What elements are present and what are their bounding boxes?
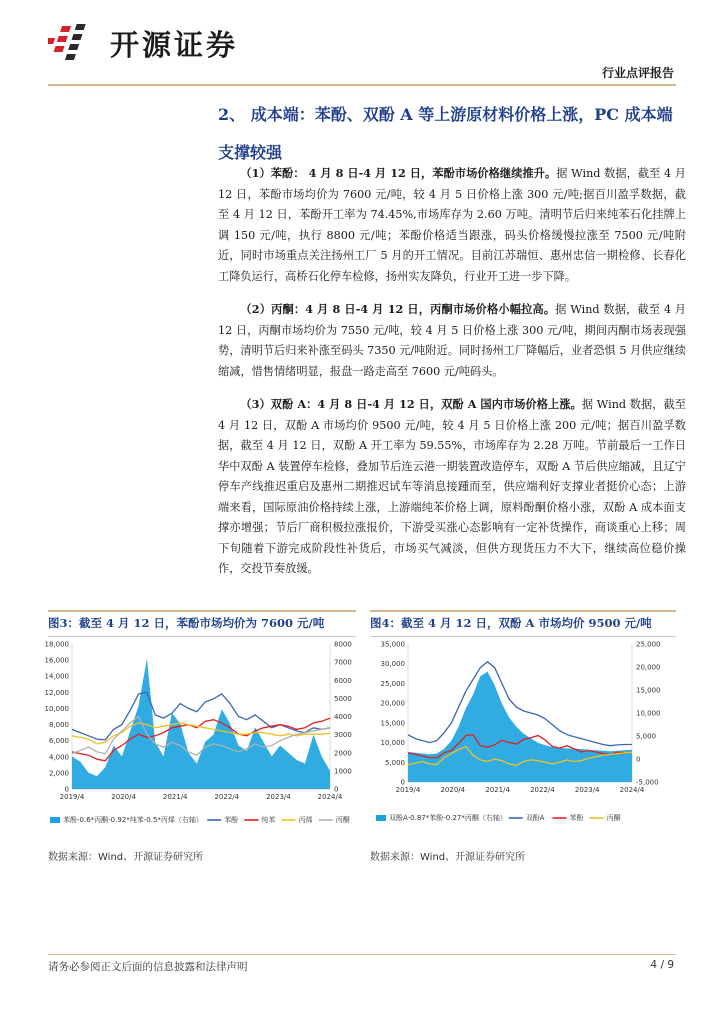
legend-label: 苯酚-0.6*丙酮-0.92*纯苯-0.5*丙烯（右轴）: [63, 816, 203, 824]
y-right-tick-label: 5000: [334, 694, 352, 703]
x-tick-label: 2022/4: [530, 786, 555, 794]
y-left-tick-label: 30,000: [380, 660, 405, 669]
x-tick-label: 2020/4: [440, 786, 466, 794]
paragraph-lead: （2）丙酮：4 月 8 日-4 月 12 日，丙酮市场价格小幅拉高。: [240, 302, 556, 316]
y-right-tick-label: 8000: [334, 640, 352, 649]
report-type-label: 行业点评报告: [601, 66, 674, 80]
y-right-tick-label: 2000: [334, 749, 352, 758]
y-left-tick-label: 35,000: [380, 640, 405, 649]
y-left-tick-label: 14,000: [44, 672, 69, 681]
y-right-tick-label: 1000: [334, 767, 352, 776]
y-left-tick-label: 0: [400, 778, 405, 787]
series-line-4: [72, 717, 330, 756]
page-number: 4 / 9: [650, 959, 674, 971]
y-right-tick-label: 7000: [334, 658, 352, 667]
figure-3-source: 数据来源：Wind、开源证券研究所: [48, 852, 204, 863]
y-right-tick-label: 0: [636, 755, 641, 764]
series-line-1: [72, 692, 330, 740]
figure-4-source: 数据来源：Wind、开源证券研究所: [370, 852, 526, 863]
y-right-tick-label: 20,000: [636, 663, 661, 672]
legend-label: 苯酚: [569, 814, 584, 822]
figure-4-title: 图4：截至 4 月 12 日，双酚 A 市场均价 9500 元/吨: [370, 616, 652, 630]
paragraph-lead: （1）苯酚： 4 月 8 日-4 月 12 日，苯酚市场价格继续推升。: [240, 166, 557, 180]
paragraph-acetone: [218, 299, 686, 382]
y-right-tick-label: 6000: [334, 676, 352, 685]
legend-label: 丙酮: [606, 814, 621, 822]
y-left-tick-label: 16,000: [44, 656, 69, 665]
y-left-tick-label: 25,000: [380, 679, 405, 688]
y-left-tick-label: 6,000: [48, 737, 69, 746]
brand-mark-icon: [48, 20, 104, 66]
y-left-tick-label: 2,000: [48, 769, 69, 778]
brand-name: 开源证券: [110, 27, 239, 62]
header-divider: [48, 84, 676, 86]
paragraph-body: 据 Wind 数据，截至 4 月 12 日，双酚 A 市场均价 9500 元/吨，较 4 月 5 日价格上涨 200 元/吨；据百川盈孚数据，截至 4 月 12 日，双酚 A 开工率为 59.55%，市场库存为 2.28 万吨。节前最后一工作日华中双酚 A 装置停车检修，叠加节后连云港一期装置改造停车，双酚 A 节后供应缩减，且辽宁停车产线推迟重启及惠州二期推迟试车等消息接踵而至，供应端利好支撑业者挺价心态；上游端来看，国际原油价格持续上涨，上游端纯苯价格上调，原料酚酮价格小涨，双酚 A 成本面支撑亦增强；节后厂商积极拉涨报价，下游受买涨心态影响有一定补货操作，商谈重心上移；周下旬随着下游完成阶段性补货后，市场买气减淡，但供方现货压力不大下，继续高位稳价操作，交投节奏放缓。: [218, 398, 686, 575]
figure-3-header: [48, 610, 356, 637]
x-tick-label: 2023/4: [266, 793, 291, 801]
paragraph-bpa: [218, 394, 686, 580]
x-tick-label: 2022/4: [214, 793, 240, 801]
phenol-chart: [42, 636, 360, 832]
legend-label: 丙烯: [298, 816, 313, 824]
y-right-tick-label: 25,000: [636, 640, 661, 649]
y-right-tick-label: 3000: [334, 731, 352, 740]
figure-3-title: 图3：截至 4 月 12 日，苯酚市场均价为 7600 元/吨: [48, 616, 325, 630]
legend-label: 苯酚: [224, 816, 239, 824]
y-right-tick-label: 4000: [334, 713, 352, 721]
legend-label: 丙酮: [335, 816, 350, 824]
x-tick-label: 2021/4: [162, 793, 188, 801]
y-right-tick-label: 0: [334, 785, 339, 794]
section-heading: 2、 成本端：苯酚、双酚 A 等上游原材料价格上涨，PC 成本端支撑较强: [218, 105, 673, 162]
footer-disclaimer: 请务必参阅正文后面的信息披露和法律声明: [48, 961, 248, 973]
legend-label: 双酚A: [525, 814, 545, 822]
company-logo: [48, 20, 238, 66]
y-left-tick-label: 20,000: [380, 699, 405, 708]
x-tick-label: 2021/4: [485, 786, 510, 794]
y-left-tick-label: 12,000: [44, 688, 69, 697]
y-right-tick-label: 5,000: [636, 732, 657, 741]
x-tick-label: 2020/4: [111, 793, 136, 801]
paragraph-body: 据 Wind 数据，截至 4 月 12 日，苯酚市场均价为 7600 元/吨，较 4 月 5 日价格上涨 300 元/吨;据百川盈孚数据，截至 4 月 12 日，苯酚开工率为 74.45%,市场库存为 2.60 万吨。清明节后归来纯苯石化挂牌上调 150 元/吨，执行 8800 元/吨；苯酚价格适当跟涨，码头价格缓慢拉涨至 7500 元/吨附近，同时市场重点关注扬州工厂 5 月的开工情况。目前江苏瑞恒、惠州忠信一期检修、长春化工降负运行，高桥石化停车检修，扬州实友降负，行业开工进一步下降。: [218, 167, 686, 283]
paragraph-body: 据 Wind 数据，截至 4 月 12 日，丙酮市场均价为 7550 元/吨，较 4 月 5 日价格上涨 300 元/吨，期间丙酮市场表现强势，清明节后归来补涨至码头 7350 元/吨附近。同时扬州工厂降幅后，业者恐惧 5 月供应继续缩减，惜售情绪明显，报盘一路走高至 7600 元/吨码头。: [218, 303, 686, 378]
x-tick-label: 2023/4: [574, 786, 600, 794]
y-left-tick-label: 5,000: [384, 758, 405, 767]
footer-divider: [48, 954, 676, 955]
y-left-tick-label: 10,000: [380, 739, 405, 748]
legend-swatch: [376, 815, 386, 821]
y-right-tick-label: 15,000: [636, 686, 661, 695]
y-left-tick-label: 10,000: [44, 704, 69, 713]
legend-swatch: [50, 817, 60, 823]
series-area-0: [408, 672, 632, 782]
figure-4-header: [370, 610, 676, 637]
x-tick-label: 2019/4: [395, 786, 421, 794]
y-left-tick-label: 0: [64, 785, 69, 794]
y-right-tick-label: 10,000: [636, 709, 661, 718]
x-tick-label: 2024/4: [619, 786, 645, 794]
bpa-chart: [368, 636, 680, 832]
y-left-tick-label: 8,000: [48, 721, 69, 730]
y-left-tick-label: 4,000: [48, 753, 69, 762]
y-left-tick-label: 18,000: [44, 640, 69, 649]
x-tick-label: 2024/4: [317, 793, 343, 801]
legend-label: 纯苯: [261, 816, 276, 824]
legend-label: 双酚A-0.87*苯酚-0.27*丙酮（右轴）: [389, 814, 507, 822]
paragraph-lead: （3）双酚 A：4 月 8 日-4 月 12 日，双酚 A 国内市场价格上涨。: [240, 397, 582, 411]
x-tick-label: 2019/4: [59, 793, 85, 801]
paragraph-phenol: [218, 163, 686, 287]
y-right-tick-label: -5,000: [636, 778, 659, 787]
y-left-tick-label: 15,000: [380, 719, 405, 728]
body-text: [218, 163, 686, 592]
